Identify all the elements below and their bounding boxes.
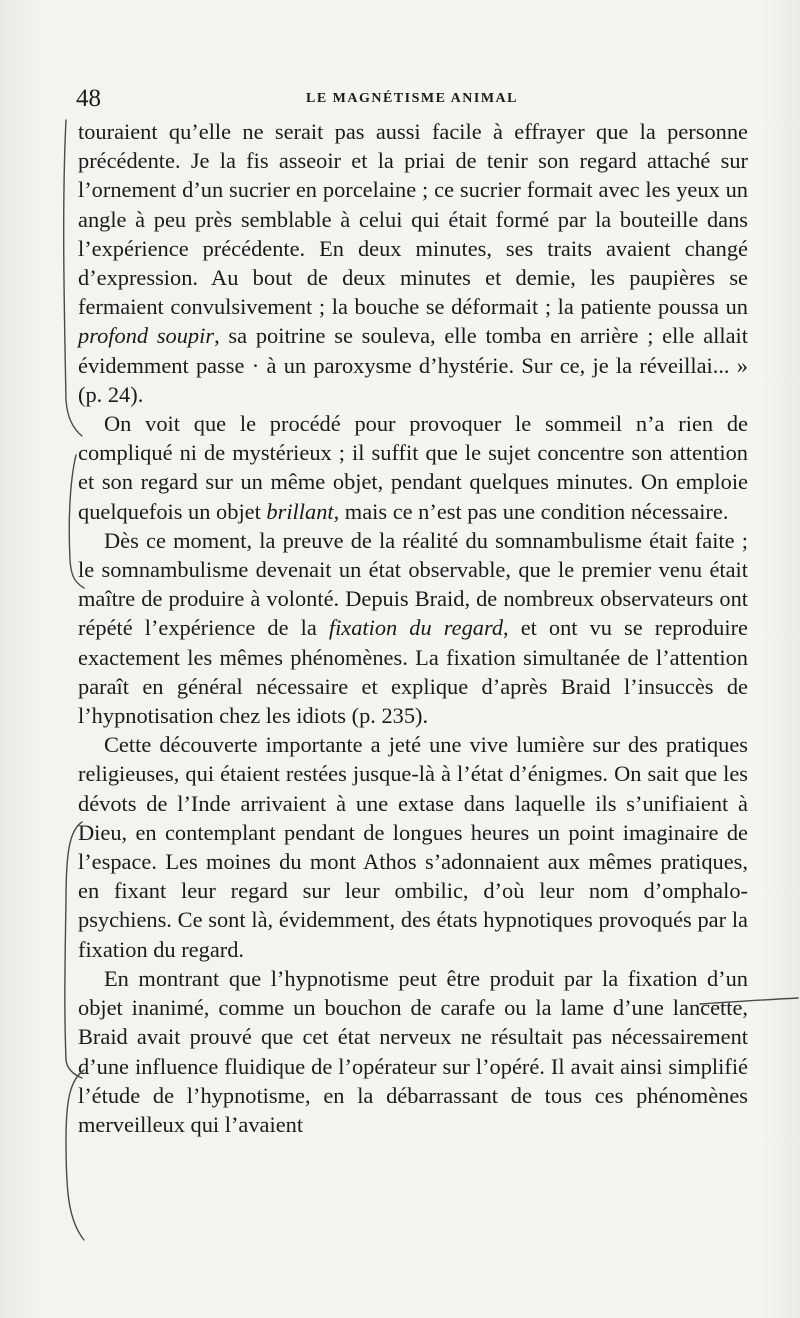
paragraph-text: , mais ce n’est pas une condition nécessaire.	[333, 498, 729, 524]
running-title: LE MAGNÉTISME ANIMAL	[305, 91, 519, 106]
paragraph-1	[78, 117, 748, 409]
page-header	[76, 84, 748, 114]
paragraph-2	[78, 409, 748, 526]
italic-phrase: profond soupir	[78, 323, 215, 349]
body-text	[78, 117, 748, 1139]
italic-phrase: fixation du regard	[328, 615, 504, 641]
paragraph-3	[78, 526, 748, 730]
paragraph-text: , et ont vu se reproduire exactement les mêmes phénomènes. La fixation simultanée de l’attention paraît en général nécessaire et explique d’après Braid l’insuccès de l’hypnotisation chez les idiots (p. 235).	[78, 615, 748, 729]
italic-phrase: brillant	[266, 498, 334, 524]
paragraph-text: touraient qu’elle ne serait pas aussi facile à effrayer que la personne précédente. Je la fis asseoir et la priai de tenir son regard attaché sur l’ornement d’un sucrier en porcelaine ; ce sucrier formait avec les yeux un angle à peu près semblable à celui qui était formé par la bouteille dans l’expérience précédente. En deux minutes, ses traits avaient changé d’expression. Au bout de deux minutes et demie, les paupières se fermaient convulsivement ; la bouche se déformait ; la patiente poussa un	[78, 119, 748, 320]
paragraph-text: , sa poitrine se souleva, elle tomba en arrière ; elle allait évidemment passe · à un paroxysme d’hystérie. Sur ce, je la réveillai... » (p. 24).	[78, 323, 748, 407]
paragraph-text: Dès ce moment, la preuve de la réalité du somnambulisme était faite ; le somnambulisme devenait un état observable, que le premier venu était maître de produire à volonté. Depuis Braid, de nombreux observateurs ont répété l’expérience de la	[78, 527, 748, 641]
paragraph-text: On voit que le procédé pour provoquer le sommeil n’a rien de compliqué ni de mystérieux ; il suffit que le sujet concentre son attention et son regard sur un même objet, pendant quelques minutes. On emploie quelquefois un objet	[78, 411, 748, 524]
paragraph-text: En montrant que l’hypnotisme peut être produit par la fixation d’un objet inanimé, comme un bouchon de carafe ou la lame d’une lancette, Braid avait prouvé que cet état nerveux ne résultait pas nécessairement d’une influence fluidique de l’opérateur sur l’opéré. Il avait ainsi simplifié l’étude de l’hypnotisme, en la débarrassant de tous ces phénomènes merveilleux qui l’avaient	[78, 965, 748, 1137]
paragraph-text: Cette découverte importante a jeté une vive lumière sur des pratiques religieuses, qui étaient restées jusque-là à l’état d’énigmes. On sait que les dévots de l’Inde arrivaient à une extase dans laquelle ils s’unifiaient à Dieu, en contemplant pendant de longues heures un point imaginaire de l’espace. Les moines du mont Athos s’adonnaient aux mêmes pratiques, en fixant leur regard sur leur ombilic, d’où leur nom d’omphalo-psychiens. Ce sont là, évidemment, des états hypnotiques provoqués par la fixation du regard.	[78, 732, 748, 962]
page-number: 48	[76, 85, 101, 112]
paragraph-5	[78, 964, 748, 1139]
paragraph-4	[78, 730, 748, 964]
